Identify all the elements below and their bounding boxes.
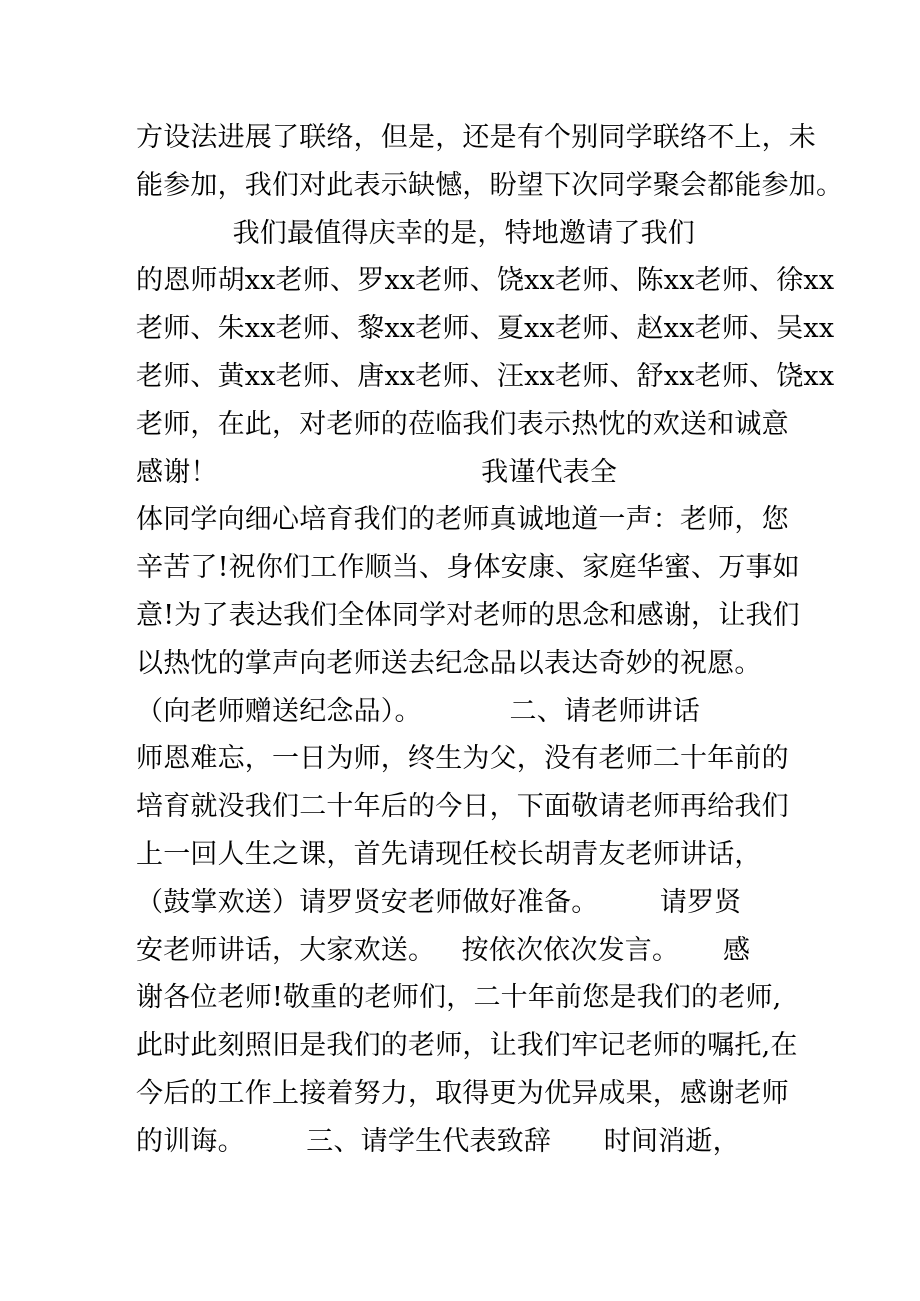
text-line: 辛苦了!祝你们工作顺当、身体安康、家庭华蜜、万事如 (136, 552, 800, 584)
text-line: 的恩师胡xx老师、罗xx老师、饶xx老师、陈xx老师、徐xx (136, 265, 835, 297)
text-line: 能参加，我们对此表示缺憾，盼望下次同学聚会都能参加。 (136, 169, 844, 201)
text-line: 培育就没我们二十年后的今日，下面敬请老师再给我们 (136, 791, 789, 823)
text-line: 老师、黄xx老师、唐xx老师、汪xx老师、舒xx老师、饶xx (136, 360, 835, 392)
text-line: 方设法进展了联络，但是，还是有个别同学联络不上，未 (136, 122, 816, 153)
text-line: 意!为了表达我们全体同学对老师的思念和感谢，让我们 (136, 599, 800, 631)
text-line: 以热忱的掌声向老师送去纪念品以表达奇妙的祝愿。 (136, 647, 762, 679)
text-line: 老师、朱xx老师、黎xx老师、夏xx老师、赵xx老师、吴xx (136, 313, 835, 345)
text-line: 感谢！ 我谨代表全 (136, 456, 618, 488)
text-line: 老师，在此，对老师的莅临我们表示热忱的欢送和诚意 (136, 408, 789, 440)
text-line: 今后的工作上接着努力，取得更为优异成果，感谢老师 (136, 1077, 789, 1109)
text-line: 我们最值得庆幸的是，特地邀请了我们 (136, 217, 696, 249)
document-body-text (136, 114, 844, 1166)
text-line: 体同学向细心培育我们的老师真诚地道一声：老师，您 (136, 504, 789, 536)
text-line: （鼓掌欢送）请罗贤安老师做好准备。 请罗贤 (136, 886, 742, 918)
text-line: 的训诲。 三、请学生代表致辞 时间消逝， (136, 1125, 740, 1157)
text-line: 上一回人生之课，首先请现任校长胡青友老师讲话， (136, 838, 762, 870)
text-line: （向老师赠送纪念品）。 二、请老师讲话 (136, 695, 700, 727)
text-line: 谢各位老师!敬重的老师们，二十年前您是我们的老师, (136, 982, 782, 1014)
text-line: 师恩难忘，一日为师，终生为父，没有老师二十年前的 (136, 743, 789, 775)
text-line: 安老师讲话，大家欢送。 按依次依次发言。 感 (136, 934, 751, 966)
text-line: 此时此刻照旧是我们的老师，让我们牢记老师的嘱托,在 (136, 1030, 798, 1062)
